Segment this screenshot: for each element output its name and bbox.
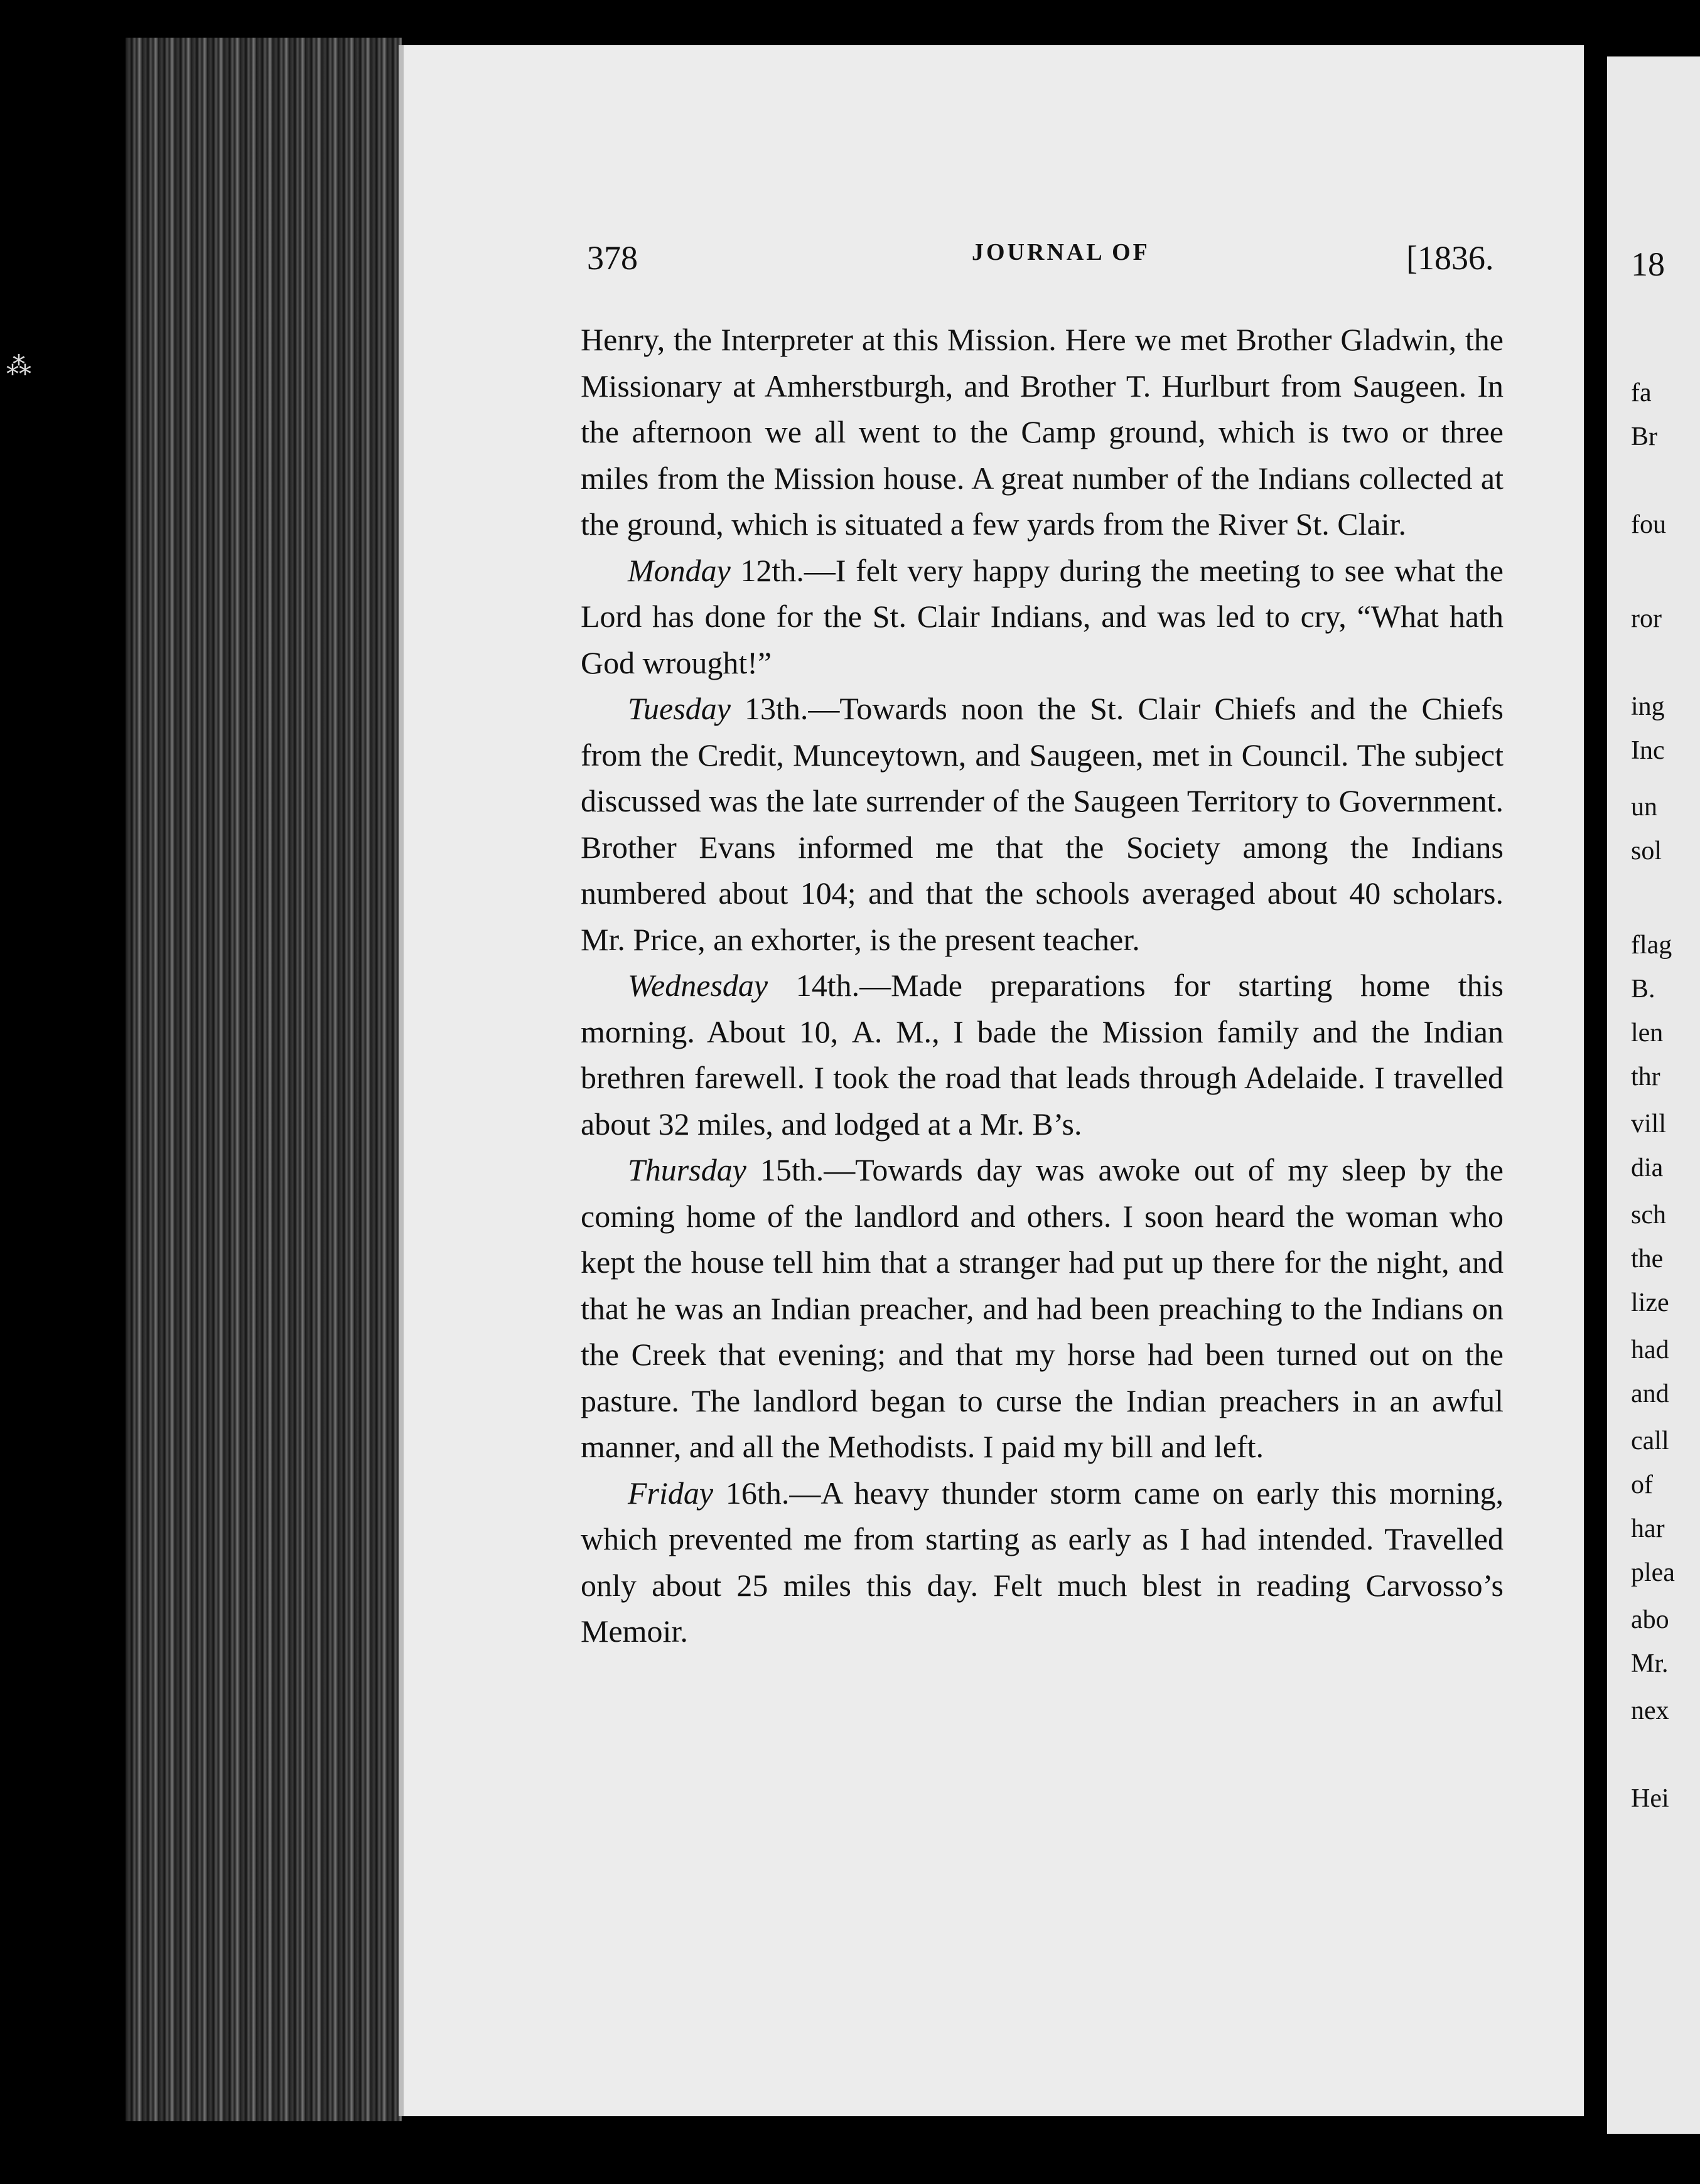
facing-page-fragment: sch bbox=[1631, 1201, 1666, 1229]
margin-mark: ⁂ bbox=[6, 352, 31, 380]
facing-page-fragment: thr bbox=[1631, 1063, 1660, 1091]
facing-page-fragment: un bbox=[1631, 793, 1657, 822]
journal-text bbox=[581, 317, 1504, 1655]
paragraph: Friday 16th.—A heavy thunder storm came on early this morning, which prevented me from starting as early as I had intended. Travelled only about 25 miles this day. Felt much blest in reading Carvosso’s Memoir. bbox=[581, 1475, 1504, 1649]
facing-page-fragment: ror bbox=[1631, 604, 1662, 633]
running-head: JOURNAL OF bbox=[972, 239, 1150, 265]
paragraph: Wednesday 14th.—Made preparations for starting home this morning. About 10, A. M., I bade the Mission family and the Indian brethren farewell. I took the road that leads through Adelaide. I travelled about 32 miles, and lodged at a Mr. B’s. bbox=[581, 968, 1504, 1142]
book-page-edges bbox=[126, 38, 402, 2121]
facing-page-fragment: B. bbox=[1631, 975, 1655, 1004]
facing-page-fragment: sol bbox=[1631, 837, 1662, 865]
facing-page-fragment: len bbox=[1631, 1019, 1664, 1047]
day-name: Friday bbox=[628, 1475, 714, 1511]
facing-page-fragment: dia bbox=[1631, 1154, 1664, 1182]
paragraph: Tuesday 13th.—Towards noon the St. Clair Chiefs and the Chiefs from the Credit, Munceytown, and Saugeen, met in Council. The subject discussed was the late surrender of the Saugeen Territory to Government. Brother Evans informed me that the Society among the Indians numbered about 104; and that the schools averaged about 40 scholars. Mr. Price, an exhorter, is the present teacher. bbox=[581, 691, 1504, 957]
facing-page-fragment: had bbox=[1631, 1336, 1669, 1364]
facing-page-fragment: Mr. bbox=[1631, 1649, 1669, 1678]
facing-page-fragment: ing bbox=[1631, 692, 1665, 721]
page-number: 378 bbox=[587, 239, 638, 277]
paragraph: Monday 12th.—I felt very happy during the meeting to see what the Lord has done for the St. Clair Indians, and was led to cry, “What hath God wrought!” bbox=[581, 552, 1504, 680]
facing-page-fragment: Br bbox=[1631, 422, 1657, 451]
facing-page-fragment: 18 bbox=[1631, 245, 1665, 283]
facing-page-fragment: fou bbox=[1631, 510, 1666, 539]
facing-page-fragment: flag bbox=[1631, 931, 1672, 960]
facing-page-fragment: Inc bbox=[1631, 736, 1665, 765]
year-marker: [1836. bbox=[1406, 239, 1494, 277]
day-name: Thursday bbox=[628, 1152, 746, 1187]
facing-page-fragment: plea bbox=[1631, 1558, 1675, 1587]
day-name: Monday bbox=[628, 552, 731, 588]
facing-page-fragment: vill bbox=[1631, 1110, 1667, 1138]
paragraph: Henry, the Interpreter at this Mission. Here we met Brother Gladwin, the Missionary at Amherstburgh, and Brother T. Hurlburt from Saugeen. In the afternoon we all went to the Camp ground, which is two or three miles from the Mission house. A great number of the Indians collected at the ground, which is situated a few yards from the River St. Clair. bbox=[581, 322, 1504, 542]
facing-page-fragment: har bbox=[1631, 1514, 1665, 1543]
facing-page-fragment: and bbox=[1631, 1379, 1669, 1408]
day-name: Wednesday bbox=[628, 968, 768, 1003]
facing-page-fragment: nex bbox=[1631, 1696, 1669, 1725]
facing-page-fragment: lize bbox=[1631, 1288, 1669, 1317]
facing-page-fragment: the bbox=[1631, 1245, 1664, 1273]
paragraph: Thursday 15th.—Towards day was awoke out of my sleep by the coming home of the landlord and others. I soon heard the woman who kept the house tell him that a stranger had put up there for the night, and that he was an Indian preacher, and had been preaching to the Indians on the Creek that evening; and that my horse had been turned out on the pasture. The landlord began to curse the Indian preachers in an awful manner, and all the Methodists. I paid my bill and left. bbox=[581, 1152, 1504, 1464]
facing-page-fragment: fa bbox=[1631, 378, 1652, 407]
facing-page-fragment: abo bbox=[1631, 1605, 1669, 1634]
facing-page-fragment: of bbox=[1631, 1470, 1653, 1499]
facing-page-fragment: Hei bbox=[1631, 1784, 1669, 1813]
day-name: Tuesday bbox=[628, 691, 731, 726]
facing-page-fragment: call bbox=[1631, 1427, 1669, 1455]
time-abbrev: A. M. bbox=[851, 1014, 932, 1049]
